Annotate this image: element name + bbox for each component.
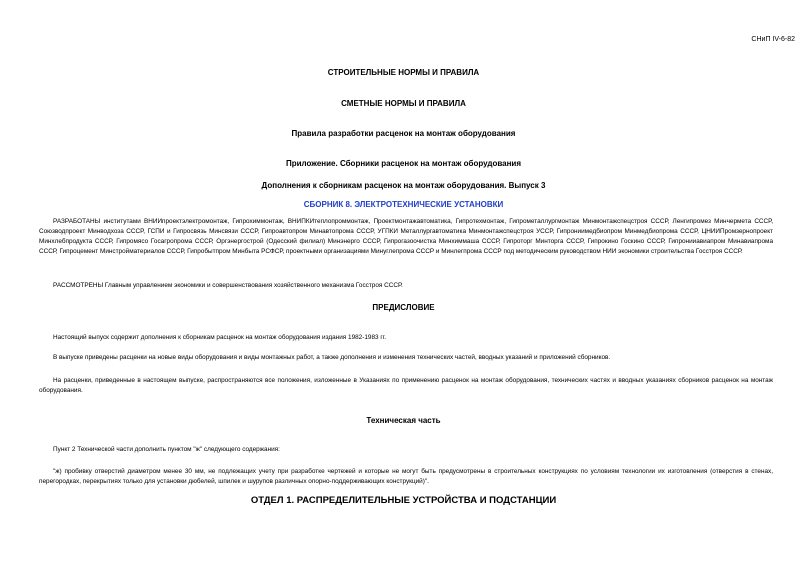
technical-part-heading: Техническая часть: [366, 416, 441, 425]
title-building-norms: СТРОИТЕЛЬНЫЕ НОРМЫ И ПРАВИЛА: [327, 68, 480, 77]
title-appendix: Приложение. Сборники расценок на монтаж оборудования: [285, 159, 522, 168]
technical-paragraph-1: Пункт 2 Технической части дополнить пунктом "ж" следующего содержания:: [53, 446, 280, 453]
document-code: СНиП IV-6-82: [751, 36, 795, 43]
title-collection-8: СБОРНИК 8. ЭЛЕКТРОТЕХНИЧЕСКИЕ УСТАНОВКИ: [303, 200, 504, 209]
technical-paragraph-2: "ж) пробивку отверстий диаметром менее 30 мм, не подлежащих учету при разработке чертежей и которые не могут быть предусмотрены в строительных конструкциях по условиям технологии их изготовления (отверстия в стенах, перегородках, перекрытиях только для установки дюбелей, шпилек и шурупов различных опорно-поддерживающих конструкций)".: [39, 468, 773, 485]
preface-paragraph-1: Настоящий выпуск содержит дополнения к сборникам расценок на монтаж оборудования издания 1982-1983 гг.: [53, 334, 387, 341]
title-additions: Дополнения к сборникам расценок на монтаж оборудования. Выпуск 3: [261, 181, 546, 190]
section-1-heading: ОТДЕЛ 1. РАСПРЕДЕЛИТЕЛЬНЫЕ УСТРОЙСТВА И ПОДСТАНЦИИ: [250, 495, 557, 506]
preface-paragraph-3: На расценки, приведенные в настоящем выпуске, распространяются все положения, изложенные в Указаниях по применению расценок на монтаж оборудования, технических частях и вводных указаниях сборников расценок на монтаж оборудования.: [39, 377, 773, 394]
preface-paragraph-2: В выпуске приведены расценки на новые виды оборудования и виды монтажных работ, а также дополнения и изменения технических частей, вводных указаний и приложений сборников.: [53, 354, 611, 361]
paragraph-reviewed: РАССМОТРЕНЫ Главным управлением экономики и совершенствования хозяйственного механизма Госстроя СССР.: [53, 282, 403, 289]
paragraph-developed: РАЗРАБОТАНЫ институтами ВНИИпроектэлектромонтаж, Гипрохиммонтаж, ВНИПКИтеплопроммонтаж, Проектмонтажавтоматика, Гипротехмонтаж, Гипрометаллургмонтаж Минмонтажспецстроя СССР, Ленгипромез Минчермета СССР, Союзводпроект Минводхоза СССР, ГСПИ и Гипросвязь Минсвязи СССР, Гипроавтопром Минавтопрома СССР, УГПКИ Металлургавтоматика Минмонтажспецстроя УССР, Гипрониимедбиопром Минмедбиопрома СССР, ЦНИИПромзернопроект Минхлебпродукта СССР, Гипромясо Госагропрома СССР, Оргэнергострой (Одесский филиал) Минэнерго СССР, Гипрогазоочистка Минхиммаша СССР, Гипроторг Минторга СССР, Гипрокино Госкино СССР, Гипронииавиапром Минавиапрома СССР, Гипроцемент Минстройматериалов СССР, Гипробытпром Минбыта РСФСР, проектными организациями Минуглепрома СССР и Минлегпрома СССР под методическим руководством НИИ экономики строительства Госстроя СССР.: [39, 218, 773, 255]
title-rules: Правила разработки расценок на монтаж оборудования: [291, 129, 516, 138]
title-estimate-norms: СМЕТНЫЕ НОРМЫ И ПРАВИЛА: [341, 99, 466, 108]
preface-heading: ПРЕДИСЛОВИЕ: [372, 303, 435, 312]
